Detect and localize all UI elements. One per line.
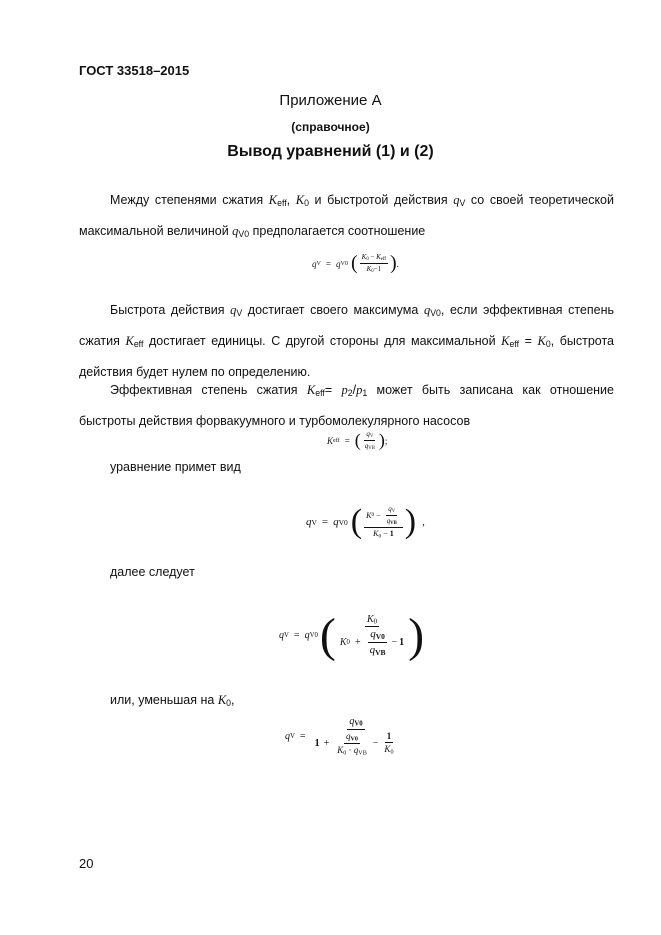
appendix-title: Приложение А: [279, 92, 382, 109]
paragraph-2: Быстрота действия $q_V$ достигает своего максимума $q_{V0}$, если эффективная степень сжатия $K_{eff}$ достигает единицы. С другой стороны для максимальной $K_{eff} = K_0$, быстрота действия будет нулем по определению.: [79, 303, 615, 380]
formula-final: q V = $q_{V0}$ 1 + $q_{V0}$ $K_0 \cdot q_{VB}$ − $\frac{1}{K_0}$: [285, 716, 394, 757]
formula-basic-relation: q V = q V0 ( $K_0 - K_{eff}$ $K_0-1$ ) .: [312, 252, 399, 275]
text-equation-form: уравнение примет вид: [110, 460, 241, 474]
formula-keff: K eff = ( $q_V$ $q_{VB}$ ) ;: [327, 430, 388, 452]
standard-code: ГОСТ 33518–2015: [79, 63, 190, 78]
paragraph-1: Между степенями сжатия $K_{eff}$, $K_0$ и быстротой действия $q_V$ со своей теоретической максимальной величиной $q_{V0}$ предполагается соотношение: [79, 193, 614, 240]
text-then-follows: далее следует: [110, 565, 195, 579]
paragraph-3: Эффективная степень сжатия $K_{eff}= p_2/p_1$ может быть записана как отношение быстроты действия форвакуумного и турбомолекулярного насосов: [79, 383, 614, 429]
text-reducing-by-k0: или, уменьшая на $K_0$,: [110, 693, 235, 709]
appendix-kind: (справочное): [291, 120, 370, 134]
page-number: 20: [79, 856, 94, 871]
section-heading: Вывод уравнений (1) и (2): [227, 143, 434, 160]
formula-substituted: q V = q V0 ( K 0 − $q_V$ $q_{VB}$ $K_0 - 1$ ) ,: [306, 503, 425, 540]
formula-expanded: q V = q V0 ( $K_0$ K 0 + $q_{V0}$ $q_{VB}$ − 1 ): [279, 609, 425, 662]
